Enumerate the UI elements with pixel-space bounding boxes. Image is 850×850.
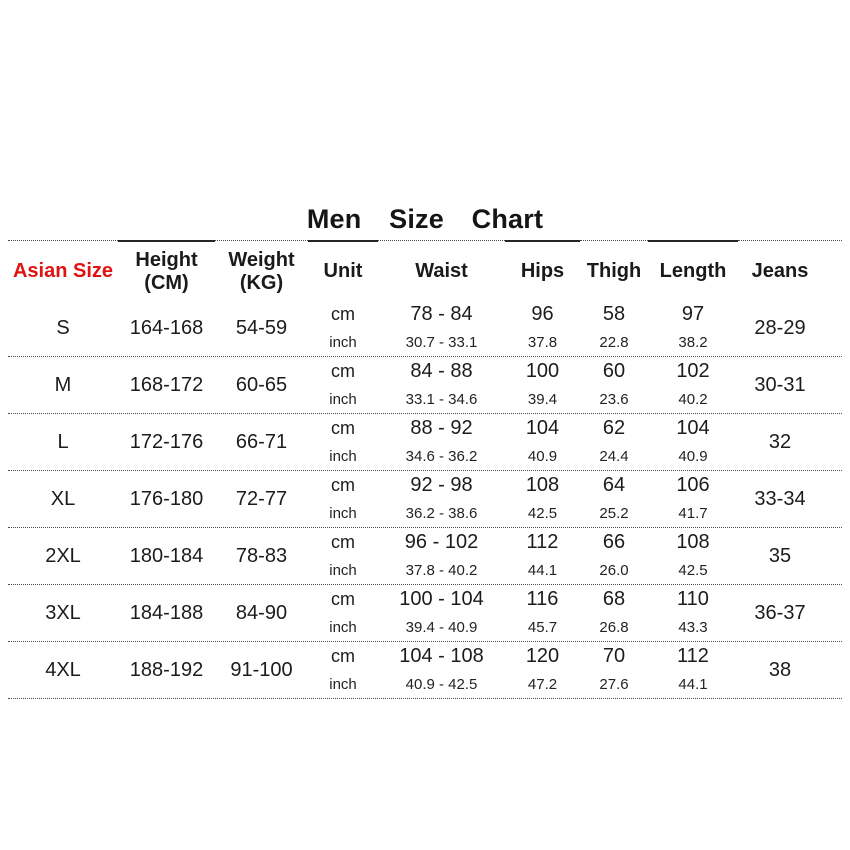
- thigh-cell: [580, 585, 648, 641]
- table-row-S: [8, 300, 842, 357]
- header-height-line2: (CM): [144, 271, 189, 294]
- size-cell: L: [57, 430, 69, 453]
- header-height: [118, 240, 215, 300]
- weight-cell: 78-83: [235, 544, 288, 567]
- hips-cm-value: 108: [525, 473, 560, 496]
- hips-cell: [505, 357, 580, 413]
- unit-cell: [308, 414, 378, 470]
- waist-inch-value: 39.4 - 40.9: [405, 618, 478, 636]
- size-cell: 4XL: [45, 658, 81, 681]
- hips-cm-value: 100: [525, 359, 560, 382]
- length-cell: [648, 357, 738, 413]
- header-hips: Hips: [505, 240, 580, 300]
- thigh-cell: [580, 471, 648, 527]
- header-length: Length: [648, 240, 738, 300]
- length-cm-value: 97: [681, 302, 705, 325]
- header-weight-line2: (KG): [239, 271, 284, 294]
- weight-cell: 66-71: [235, 430, 288, 453]
- unit-cm-label: cm: [331, 588, 355, 609]
- length-cm-value: 104: [676, 416, 710, 439]
- size-cell: 3XL: [45, 601, 81, 624]
- height-cell: 184-188: [129, 601, 204, 624]
- header-unit: Unit: [308, 240, 378, 300]
- thigh-cm-value: 64: [602, 473, 626, 496]
- length-cm-value: 102: [676, 359, 710, 382]
- jeans-cell: 30-31: [754, 373, 806, 396]
- hips-cell: [505, 528, 580, 584]
- jeans-cell: 35: [768, 544, 792, 567]
- height-cell: 180-184: [129, 544, 204, 567]
- unit-cm-label: cm: [331, 417, 355, 438]
- waist-cm-value: 104 - 108: [399, 644, 484, 667]
- table-row-M: [8, 357, 842, 414]
- length-inch-value: 40.2: [678, 390, 708, 408]
- unit-inch-label: inch: [329, 390, 357, 408]
- size-cell: M: [54, 373, 72, 396]
- unit-cell: [308, 471, 378, 527]
- hips-inch-value: 45.7: [527, 618, 558, 636]
- length-cell: [648, 300, 738, 356]
- hips-cm-value: 112: [526, 530, 559, 553]
- header-asian-size: Asian Size: [8, 240, 118, 300]
- hips-inch-value: 39.4: [527, 390, 558, 408]
- hips-inch-value: 37.8: [527, 333, 558, 351]
- waist-inch-value: 33.1 - 34.6: [405, 390, 478, 408]
- waist-inch-value: 34.6 - 36.2: [405, 447, 478, 465]
- thigh-cm-value: 60: [602, 359, 626, 382]
- jeans-cell: 38: [768, 658, 792, 681]
- waist-cell: [378, 471, 505, 527]
- thigh-cm-value: 62: [602, 416, 626, 439]
- waist-cm-value: 78 - 84: [410, 302, 473, 325]
- thigh-cm-value: 70: [602, 644, 626, 667]
- waist-cell: [378, 642, 505, 698]
- thigh-inch-value: 22.8: [599, 333, 629, 351]
- hips-cell: [505, 471, 580, 527]
- waist-cm-value: 88 - 92: [410, 416, 473, 439]
- unit-cm-label: cm: [331, 531, 355, 552]
- header-jeans: Jeans: [738, 240, 842, 300]
- length-cell: [648, 642, 738, 698]
- unit-cell: [308, 528, 378, 584]
- thigh-cell: [580, 300, 648, 356]
- unit-inch-label: inch: [329, 333, 357, 351]
- length-cell: [648, 585, 738, 641]
- hips-inch-value: 47.2: [527, 675, 558, 693]
- waist-cell: [378, 528, 505, 584]
- length-inch-value: 40.9: [678, 447, 708, 465]
- table-row-L: [8, 414, 842, 471]
- table-row-4XL: [8, 642, 842, 699]
- waist-cm-value: 84 - 88: [410, 359, 473, 382]
- table-body: [8, 300, 842, 699]
- thigh-cm-value: 68: [602, 587, 626, 610]
- size-cell: S: [56, 316, 70, 339]
- jeans-cell: 32: [768, 430, 792, 453]
- header-height-line1: Height: [135, 248, 198, 271]
- thigh-cell: [580, 528, 648, 584]
- unit-cm-label: cm: [331, 645, 355, 666]
- unit-inch-label: inch: [329, 675, 357, 693]
- unit-inch-label: inch: [329, 561, 357, 579]
- hips-inch-value: 40.9: [527, 447, 558, 465]
- hips-inch-value: 42.5: [527, 504, 558, 522]
- hips-cell: [505, 585, 580, 641]
- height-cell: 172-176: [129, 430, 204, 453]
- thigh-cm-value: 66: [602, 530, 626, 553]
- unit-cell: [308, 642, 378, 698]
- table-row-2XL: [8, 528, 842, 585]
- weight-cell: 84-90: [235, 601, 288, 624]
- table-row-XL: [8, 471, 842, 528]
- thigh-cm-value: 58: [602, 302, 626, 325]
- unit-cm-label: cm: [331, 360, 355, 381]
- header-weight: [215, 240, 308, 300]
- table-row-3XL: [8, 585, 842, 642]
- length-cell: [648, 471, 738, 527]
- unit-cm-label: cm: [331, 303, 355, 324]
- height-cell: 176-180: [129, 487, 204, 510]
- hips-cell: [505, 300, 580, 356]
- header-thigh: Thigh: [580, 240, 648, 300]
- length-cm-value: 110: [677, 587, 709, 610]
- unit-inch-label: inch: [329, 447, 357, 465]
- thigh-inch-value: 23.6: [599, 390, 629, 408]
- weight-cell: 72-77: [235, 487, 288, 510]
- thigh-inch-value: 27.6: [599, 675, 629, 693]
- thigh-inch-value: 26.8: [599, 618, 629, 636]
- unit-cell: [308, 300, 378, 356]
- height-cell: 164-168: [129, 316, 204, 339]
- jeans-cell: 33-34: [754, 487, 806, 510]
- height-cell: 168-172: [129, 373, 204, 396]
- height-cell: 188-192: [129, 658, 204, 681]
- table-header-row: [8, 240, 842, 300]
- thigh-inch-value: 25.2: [599, 504, 629, 522]
- length-inch-value: 42.5: [678, 561, 708, 579]
- waist-cm-value: 92 - 98: [410, 473, 473, 496]
- hips-cell: [505, 414, 580, 470]
- page-title: Men Size Chart: [306, 204, 544, 234]
- waist-inch-value: 40.9 - 42.5: [405, 675, 478, 693]
- waist-cell: [378, 414, 505, 470]
- waist-cm-value: 96 - 102: [404, 530, 479, 553]
- length-cell: [648, 414, 738, 470]
- waist-cell: [378, 585, 505, 641]
- length-inch-value: 41.7: [678, 504, 708, 522]
- waist-inch-value: 36.2 - 38.6: [405, 504, 478, 522]
- unit-inch-label: inch: [329, 504, 357, 522]
- hips-cm-value: 116: [526, 587, 559, 610]
- thigh-cell: [580, 642, 648, 698]
- thigh-cell: [580, 414, 648, 470]
- weight-cell: 54-59: [235, 316, 288, 339]
- weight-cell: 91-100: [230, 658, 293, 681]
- jeans-cell: 28-29: [754, 316, 806, 339]
- unit-inch-label: inch: [329, 618, 357, 636]
- length-inch-value: 44.1: [678, 675, 708, 693]
- waist-cm-value: 100 - 104: [399, 587, 484, 610]
- unit-cell: [308, 357, 378, 413]
- length-cell: [648, 528, 738, 584]
- unit-cell: [308, 585, 378, 641]
- waist-inch-value: 37.8 - 40.2: [405, 561, 478, 579]
- header-weight-line1: Weight: [228, 248, 295, 271]
- waist-inch-value: 30.7 - 33.1: [405, 333, 478, 351]
- length-inch-value: 43.3: [678, 618, 708, 636]
- hips-cm-value: 120: [525, 644, 560, 667]
- unit-cm-label: cm: [331, 474, 355, 495]
- thigh-inch-value: 24.4: [599, 447, 629, 465]
- hips-cm-value: 96: [531, 302, 554, 325]
- weight-cell: 60-65: [235, 373, 288, 396]
- header-waist: Waist: [378, 240, 505, 300]
- thigh-inch-value: 26.0: [599, 561, 629, 579]
- hips-inch-value: 44.1: [527, 561, 558, 579]
- men-size-table: [8, 240, 842, 699]
- length-inch-value: 38.2: [678, 333, 708, 351]
- length-cm-value: 112: [677, 644, 709, 667]
- waist-cell: [378, 357, 505, 413]
- thigh-cell: [580, 357, 648, 413]
- hips-cell: [505, 642, 580, 698]
- size-cell: XL: [50, 487, 76, 510]
- jeans-cell: 36-37: [754, 601, 806, 624]
- size-cell: 2XL: [45, 544, 81, 567]
- waist-cell: [378, 300, 505, 356]
- length-cm-value: 108: [676, 530, 710, 553]
- length-cm-value: 106: [676, 473, 710, 496]
- hips-cm-value: 104: [525, 416, 560, 439]
